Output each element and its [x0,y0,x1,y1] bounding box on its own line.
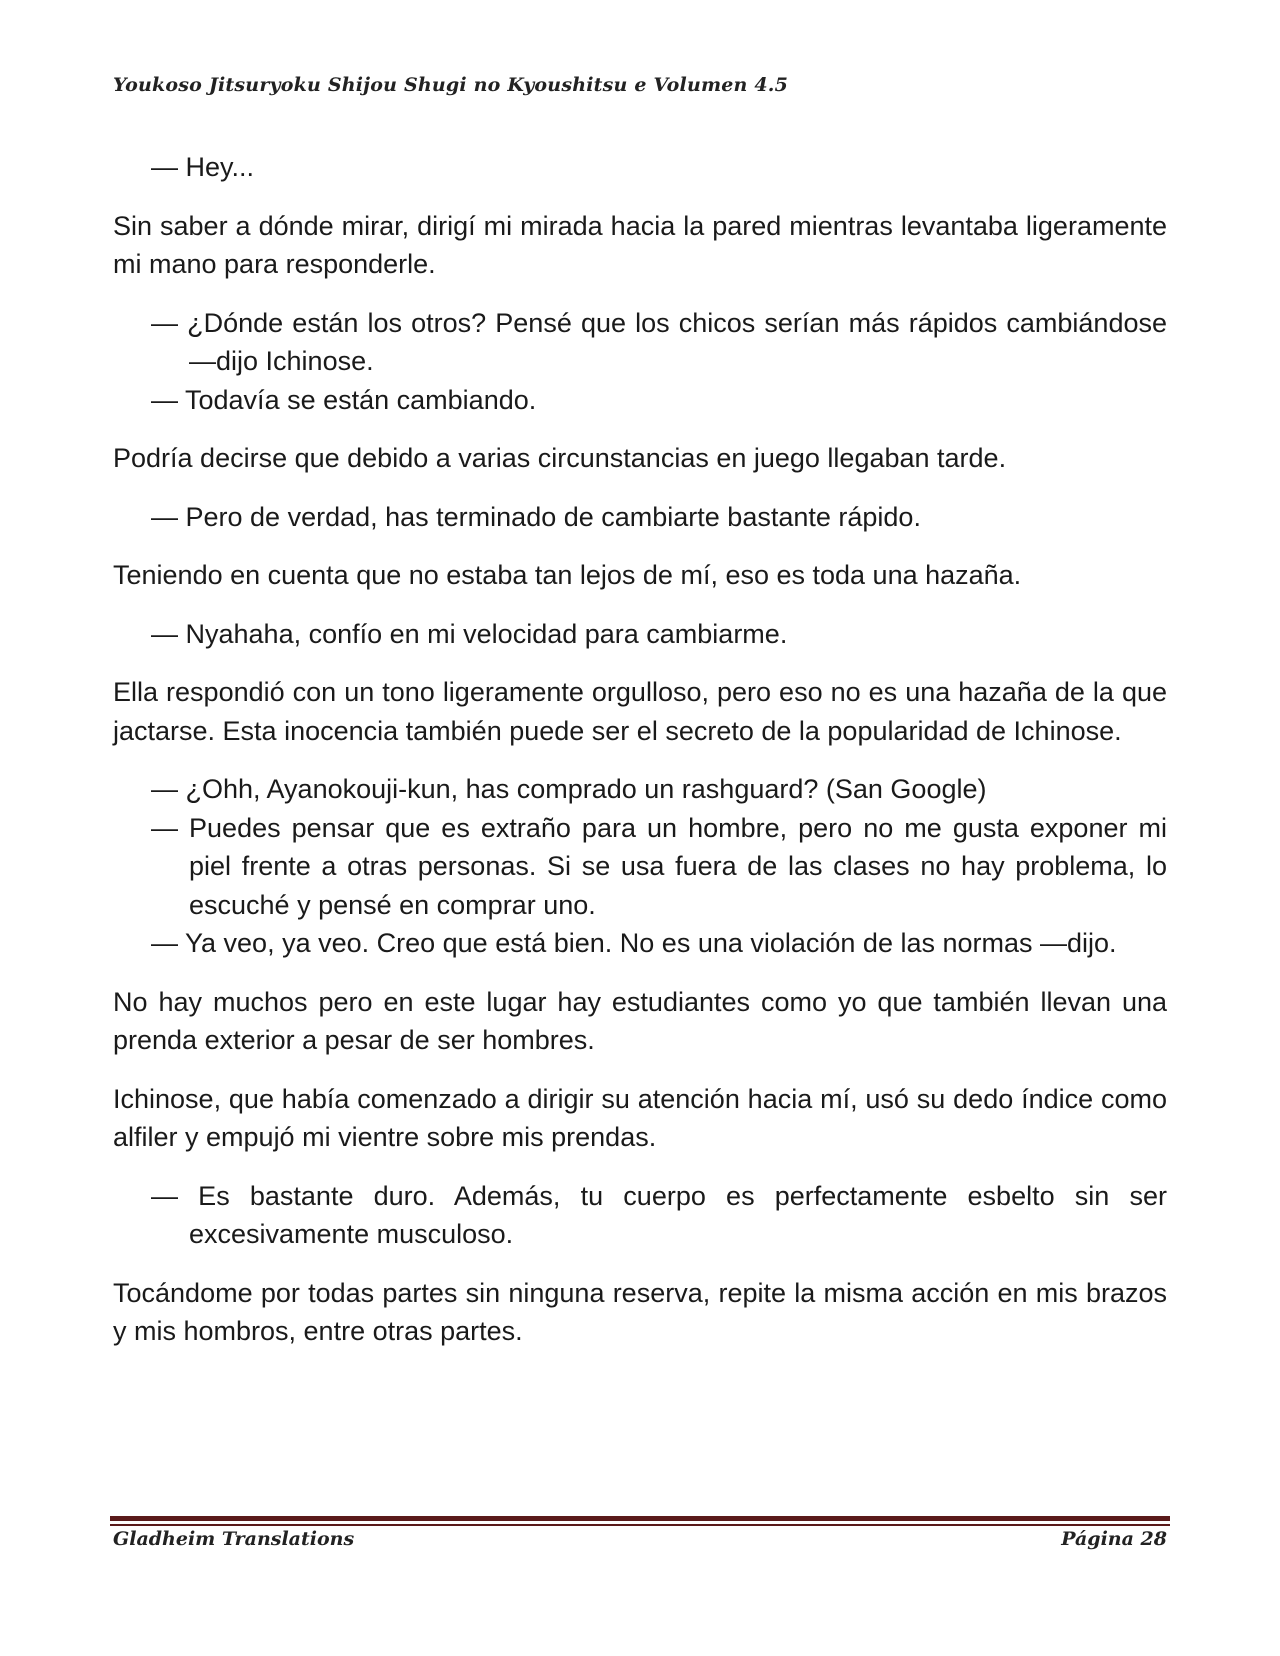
dialogue-group [113,615,1167,654]
dialogue-group [113,498,1167,537]
dialogue-line: — Todavía se están cambiando. [151,384,537,415]
paragraph: Podría decirse que debido a varias circunstancias en juego llegaban tarde. [113,443,1007,473]
paragraph: No hay muchos pero en este lugar hay estudiantes como yo que también llevan una prenda exterior a pesar de ser hombres. [113,986,1167,1055]
dialogue-line: — ¿Dónde están los otros? Pensé que los chicos serían más rápidos cambiándose —dijo Ichinose. [151,307,1167,376]
dialogue-group [113,148,1167,187]
footer-page-number: Página 28 [1061,1528,1167,1550]
paragraph: Ella respondió con un tono ligeramente orgulloso, pero eso no es una hazaña de la que jactarse. Esta inocencia también puede ser el secreto de la popularidad de Ichinose. [113,677,1167,746]
dialogue-group [113,770,1167,963]
dialogue-line: — Nyahaha, confío en mi velocidad para cambiarme. [151,618,788,649]
dialogue-group [113,1177,1167,1254]
paragraph: Ichinose, que había comenzado a dirigir su atención hacia mí, usó su dedo índice como alfiler y empujó mi vientre sobre mis prendas. [113,1083,1167,1152]
dialogue-line: — Puedes pensar que es extraño para un hombre, pero no me gusta exponer mi piel frente a otras personas. Si se usa fuera de las clases no hay problema, lo escuché y pensé en comprar uno. [151,812,1167,920]
dialogue-line: — Pero de verdad, has terminado de cambiarte bastante rápido. [151,501,921,532]
document-body [113,148,1167,1371]
header-title: Youkoso Jitsuryoku Shijou Shugi no Kyoushitsu e Volumen 4.5 [113,74,789,96]
paragraph: Sin saber a dónde mirar, dirigí mi mirada hacia la pared mientras levantaba ligeramente mi mano para responderle. [113,210,1167,279]
dialogue-line: — Ya veo, ya veo. Creo que está bien. No es una violación de las normas —dijo. [151,928,1117,958]
paragraph: Tocándome por todas partes sin ninguna reserva, repite la misma acción en mis brazos y mis hombros, entre otras partes. [113,1277,1167,1346]
footer-divider-thin [110,1524,1170,1526]
paragraph: Teniendo en cuenta que no estaba tan lejos de mí, eso es toda una hazaña. [113,560,1022,590]
footer-translator: Gladheim Translations [113,1528,355,1550]
footer-divider [110,1516,1170,1521]
dialogue-line: — Es bastante duro. Además, tu cuerpo es perfectamente esbelto sin ser excesivamente musculoso. [151,1180,1167,1249]
dialogue-line: — ¿Ohh, Ayanokouji-kun, has comprado un rashguard? (San Google) [151,774,987,804]
dialogue-group [113,304,1167,420]
dialogue-line: — Hey... [151,152,255,182]
